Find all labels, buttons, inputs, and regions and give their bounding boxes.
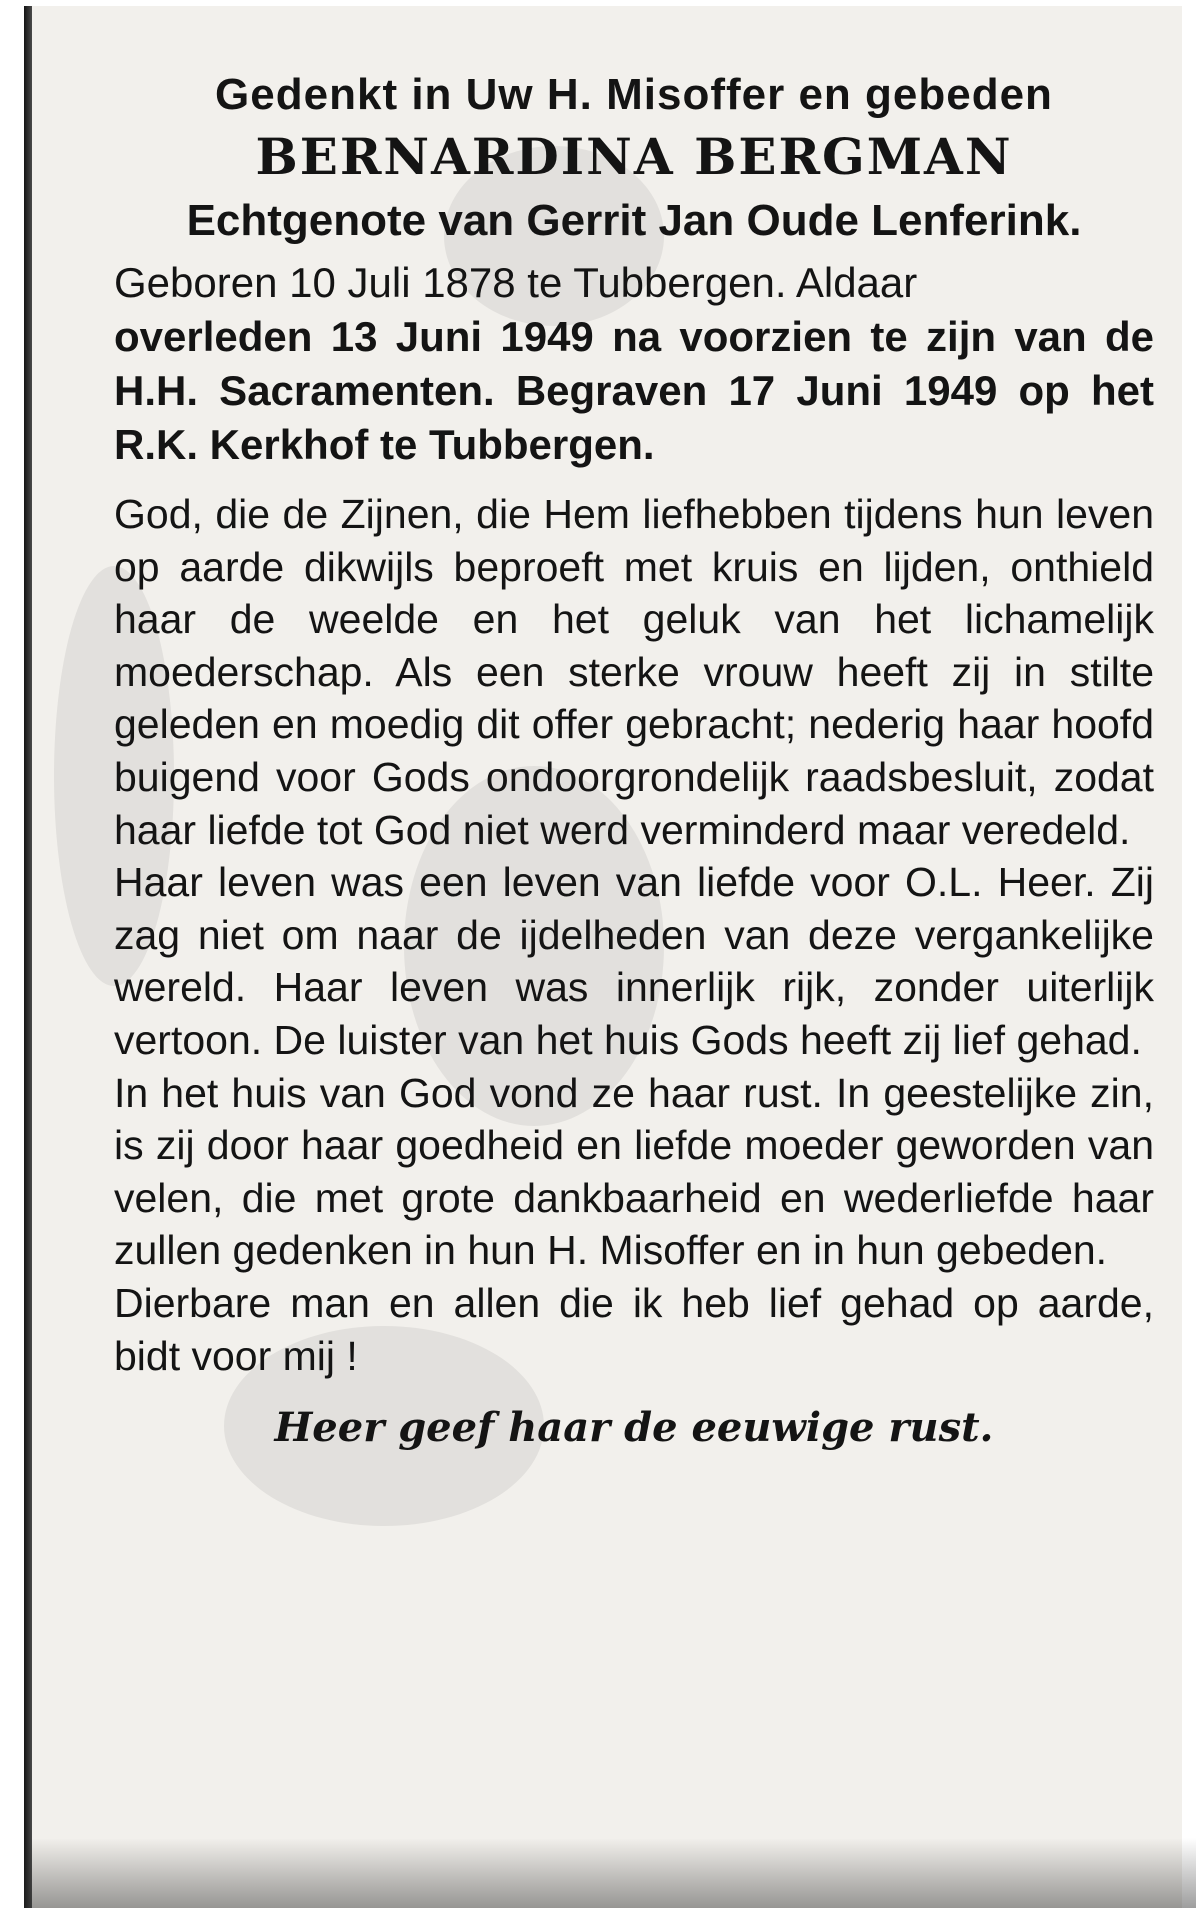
memorial-card (24, 6, 1196, 1908)
card-left-edge-shadow (24, 6, 32, 1908)
eulogy-text (114, 488, 1154, 1382)
eulogy-paragraph-1: God, die de Zijnen, die Hem liefhebben tijdens hun leven op aarde dikwijls beproeft met kruis en lijden, onthield haar de weelde en het geluk van het lichamelijk moederschap. Als een sterke vrouw heeft zij in stilte geleden en moedig dit offer gebracht; nederig haar hoofd buigend voor Gods ondoorgrondelijk raadsbesluit, zodat haar liefde tot God niet werd verminderd maar veredeld. (114, 491, 1154, 853)
eulogy-paragraph-3: In het huis van God vond ze haar rust. In geestelijke zin, is zij door haar goedheid en liefde moeder geworden van velen, die met grote dankbaarheid en wederliefde haar zullen gedenken in hun H. Misoffer en in hun gebeden. (114, 1069, 1154, 1274)
card-content (114, 66, 1154, 1451)
closing-prayer: Heer geef haar de eeuwige rust. (274, 1404, 994, 1452)
deceased-name: BERNARDINA BERGMAN (255, 127, 1013, 186)
eulogy-paragraph-4: Dierbare man en allen die ik heb lief gehad op aarde, bidt voor mij ! (114, 1279, 1154, 1379)
invocation-line: Gedenkt in Uw H. Misoffer en gebeden (215, 70, 1053, 119)
card-right-margin (1182, 6, 1196, 1908)
card-header (114, 66, 1154, 252)
biography (114, 256, 1154, 472)
birth-line: Geboren 10 Juli 1878 te Tubbergen. Aldaar (114, 259, 918, 306)
card-bottom-edge-shadow (24, 1838, 1196, 1908)
spouse-line: Echtgenote van Gerrit Jan Oude Lenferink. (186, 196, 1082, 245)
death-burial-text: overleden 13 Juni 1949 na voorzien te zijn van de H.H. Sacramenten. Begraven 17 Juni 1949 op het R.K. Kerkhof te Tubbergen. (114, 313, 1154, 468)
eulogy-paragraph-2: Haar leven was een leven van liefde voor O.L. Heer. Zij zag niet om naar de ijdelheden van deze vergankelijke wereld. Haar leven was innerlijk rijk, zonder uiterlijk vertoon. De luister van het huis Gods heeft zij lief gehad. (114, 859, 1154, 1063)
